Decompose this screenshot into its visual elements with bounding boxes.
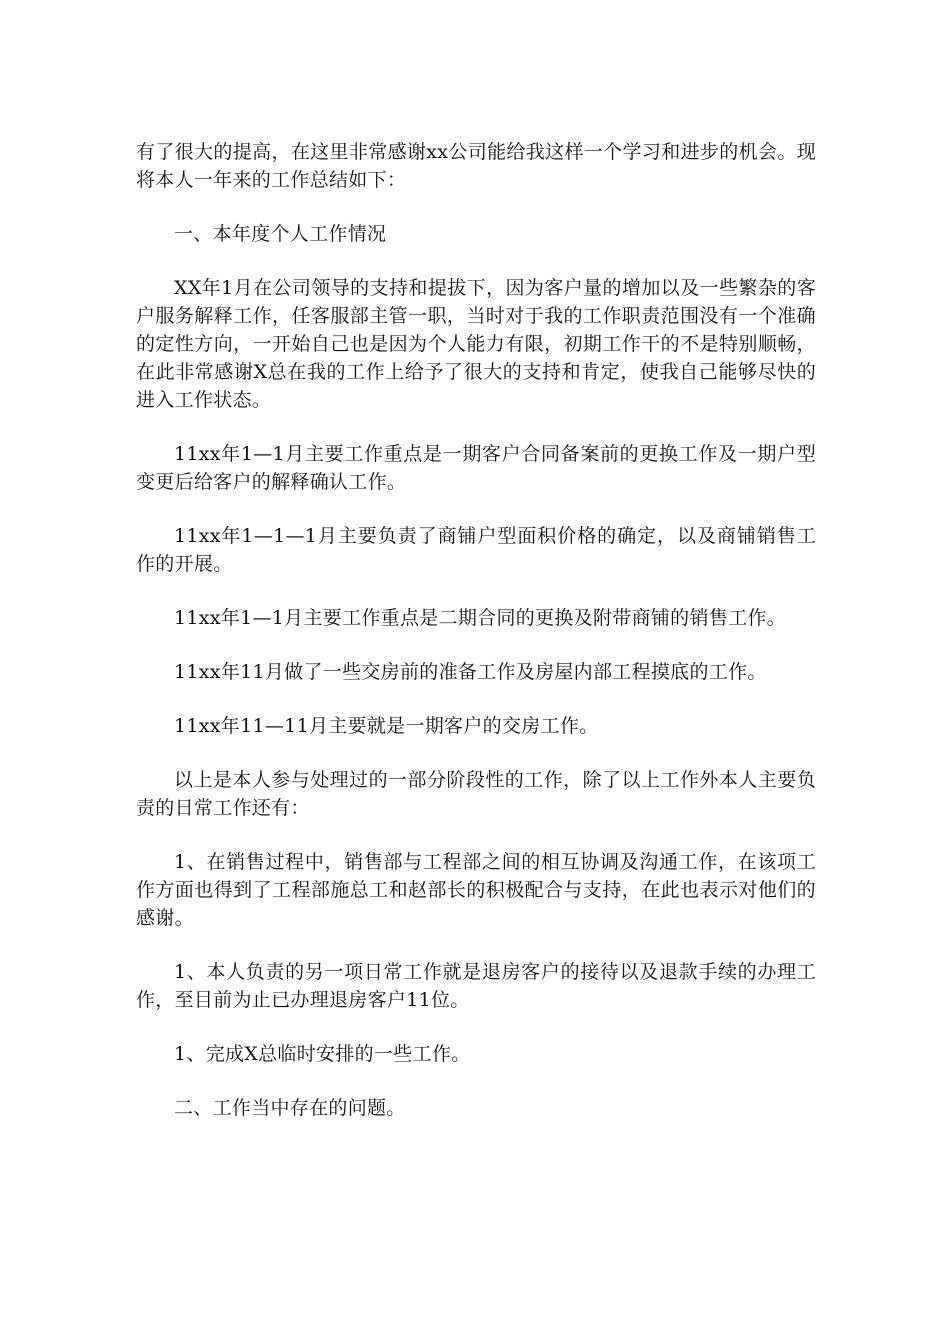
section-heading-1: 一、本年度个人工作情况	[174, 223, 387, 245]
list-item-daily-work: 1、完成X总临时安排的一些工作。	[174, 1043, 471, 1065]
paragraph-appointment: XX年1月在公司领导的支持和提拔下，因为客户量的增加以及一些繁杂的客户服务解释工作，任客服部主管一职，当时对于我的工作职责范围没有一个准确的定性方向，一开始自己也是因为个人能力有限，初期工作干的不是特别顺畅，在此非常感谢X总在我的工作上给予了很大的支持和肯定，使我自己能够尽快的进入工作状态。	[136, 277, 816, 411]
paragraph-work-item: 11xx年11月做了一些交房前的准备工作及房屋内部工程摸底的工作。	[174, 661, 767, 683]
list-item-daily-work: 1、在销售过程中，销售部与工程部之间的相互协调及沟通工作，在该项工作方面也得到了工程部施总工和赵部长的积极配合与支持，在此也表示对他们的感谢。	[136, 851, 816, 929]
paragraph-work-item: 11xx年1—1—1月主要负责了商铺户型面积价格的确定，以及商铺销售工作的开展。	[136, 525, 816, 575]
paragraph-intro: 有了很大的提高，在这里非常感谢xx公司能给我这样一个学习和进步的机会。现将本人一年来的工作总结如下：	[136, 141, 816, 191]
paragraph-daily-work-intro: 以上是本人参与处理过的一部分阶段性的工作，除了以上工作外本人主要负责的日常工作还有：	[136, 769, 816, 819]
document-body	[136, 138, 816, 1148]
paragraph-work-item: 11xx年11—11月主要就是一期客户的交房工作。	[174, 715, 599, 737]
section-heading-2: 二、工作当中存在的问题。	[174, 1097, 406, 1119]
list-item-daily-work: 1、本人负责的另一项日常工作就是退房客户的接待以及退款手续的办理工作，至目前为止已办理退房客户11位。	[136, 961, 816, 1011]
paragraph-work-item: 11xx年1—1月主要工作重点是一期客户合同备案前的更换工作及一期户型变更后给客户的解释确认工作。	[136, 443, 816, 493]
paragraph-work-item: 11xx年1—1月主要工作重点是二期合同的更换及附带商铺的销售工作。	[174, 607, 786, 629]
